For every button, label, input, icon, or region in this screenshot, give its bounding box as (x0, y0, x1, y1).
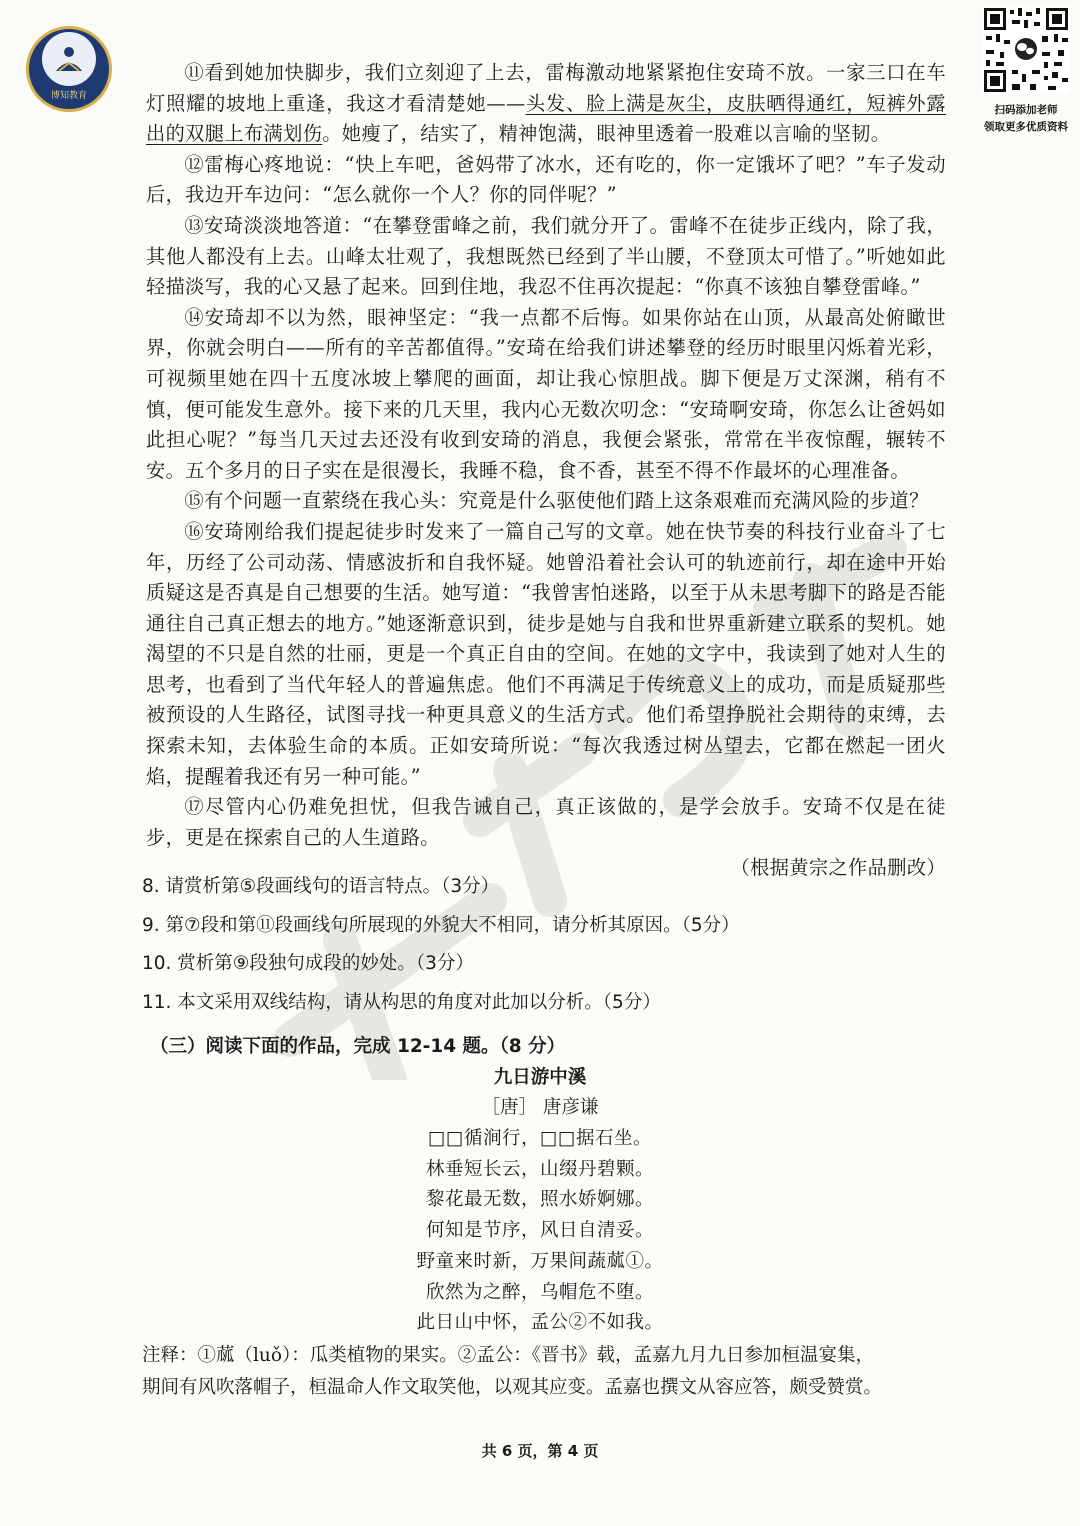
poem-line: 此日山中怀，孟公②不如我。 (416, 1312, 664, 1334)
poem-title: 九日游中溪 (493, 1067, 587, 1088)
p17-text: ⑰尽管内心仍难免担忧，但我告诫自己，真正该做的，是学会放手。安琦不仅是在徒步，更是在探索自己的人生道路。 (146, 795, 946, 849)
paragraph-16: ⑯安琦刚给我们提起徒步时发来了一篇自己写的文章。她在快节奏的科技行业奋斗了七年，历经了公司动荡、情感波折和自我怀疑。她曾沿着社会认可的轨迹前行，却在途中开始质疑这是否真是自己想要的生活。她写道：“我曾害怕迷路，以至于从未思考脚下的路是否能通往自己真正想去的地方。”她逐渐意识到，徒步是她与自我和世界重新建立联系的契机。她渴望的不只是自然的壮丽，更是一个真正自由的空间。在她的文字中，我读到了她对人生的思考，也看到了当代年轻人的普遍焦虑。他们不再满足于传统意义上的成功，而是质疑那些被预设的人生路径，试图寻找一种更具意义的生活方式。他们希望挣脱社会期待的束缚，去探索未知，去体验生命的本质。正如安琦所说：“每次我透过树丛望去，它都在燃起一团火焰，提醒着我还有另一种可能。” (146, 519, 946, 788)
school-logo (26, 26, 112, 112)
p11-text-after: 。她瘦了，结实了，精神饱满，眼神里透着一股难以言喻的坚韧。 (322, 122, 891, 146)
logo-emblem-icon (42, 32, 96, 86)
paragraph-14: ⑭安琦却不以为然，眼神坚定：“我一点都不后悔。如果你站在山顶，从最高处俯瞰世界，你就会明白——所有的辛苦都值得。”安琦在给我们讲述攀登的经历时眼里闪烁着光彩，可视频里她在四十五度冰坡上攀爬的画面，却让我心惊胆战。脚下便是万丈深渊，稍有不慎，便可能发生意外。接下来的几天里，我内心无数次叨念：“安琦啊安琦，你怎么让爸妈如此担心呢？”每当几天过去还没有收到安琦的消息，我便会紧张，常常在半夜惊醒，辗转不安。五个多月的日子实在是很漫长，我睡不稳，食不香，甚至不得不作最坏的心理准备。 (146, 305, 946, 482)
notes-line-2: 期间有风吹落帽子，桓温命人作文取笑他，以观其应变。孟嘉也撰文从容应答，颇受赞赏。 (142, 1377, 883, 1398)
notes-line-1: 注释：①蓏（luǒ）：瓜类植物的果实。②孟公：《晋书》载，孟嘉九月九日参加桓温宴集， (142, 1345, 874, 1366)
question-9: 9. 第⑦段和第⑪段画线句所展现的外貌大不相同，请分析其原因。（5分） (142, 914, 740, 936)
poem-line: 何知是节序，风日自清妥。 (425, 1220, 654, 1242)
p11-text-before: ⑪看到她加快脚步，我们立刻迎了上去，雷梅激动地紧紧抱住安琦不放。一家三口在车灯照耀的坡地上重逢，我这才看清楚她—— (146, 61, 946, 115)
poem-line: 欣然为之醉，乌帽危不堕。 (425, 1281, 654, 1303)
paragraph-11 (146, 58, 946, 150)
question-8: 8. 请赏析第⑤段画线句的语言特点。（3分） (142, 876, 500, 897)
qr-caption (974, 102, 1078, 136)
page-number: 共 6 页，第 4 页 (481, 1442, 599, 1460)
qr-caption-line2: 领取更多优质资料 (984, 121, 1068, 133)
paragraph-12: ⑫雷梅心疼地说：“快上车吧，爸妈带了冰水，还有吃的，你一定饿坏了吧？”车子发动后，我边开车边问：“怎么就你一个人？你的同伴呢？” (146, 152, 946, 207)
qr-code-icon[interactable] (982, 6, 1070, 94)
poem-line: 林垂短长云，山缀丹碧颗。 (425, 1158, 654, 1180)
logo-label: 博知教育 (50, 90, 87, 101)
poem (300, 1064, 780, 1339)
source-note: （根据黄宗之作品删改） (730, 856, 946, 880)
paragraph-15: ⑮有个问题一直萦绕在我心头：究竟是什么驱使他们踏上这条艰难而充满风险的步道？ (184, 489, 929, 513)
question-list (142, 868, 962, 1022)
poem-notes (142, 1340, 948, 1404)
reading-passage (146, 58, 946, 884)
question-10: 10. 赏析第⑨段独句成段的妙处。（3分） (142, 953, 474, 974)
question-11: 11. 本文采用双线结构，请从构思的角度对此加以分析。（5分） (142, 991, 661, 1013)
section-heading: （三）阅读下面的作品，完成 12-14 题。（8 分） (150, 1036, 566, 1057)
poem-line: 黎花最无数，照水娇婀娜。 (425, 1189, 654, 1211)
p11-underlined-sentence: 头发、脸上满是灰尘，皮肤晒得通红，短裤外露出的双腿上布满划伤 (146, 91, 946, 146)
poem-line: □□循涧行，□□据石坐。 (428, 1128, 652, 1149)
poem-line: 野童来时新，万果间蔬蓏①。 (416, 1250, 664, 1272)
paragraph-13: ⑬安琦淡淡地答道：“在攀登雷峰之前，我们就分开了。雷峰不在徒步正线内，除了我，其他人都没有上去。山峰太壮观了，我想既然已经到了半山腰，不登顶太可惜了。”听她如此轻描淡写，我的心又悬了起来。回到住地，我忍不住再次提起：“你真不该独自攀登雷峰。” (146, 213, 946, 299)
poem-author: ［唐］ 唐彦谦 (481, 1097, 599, 1118)
qr-caption-line1: 扫码添加老师 (994, 104, 1058, 116)
